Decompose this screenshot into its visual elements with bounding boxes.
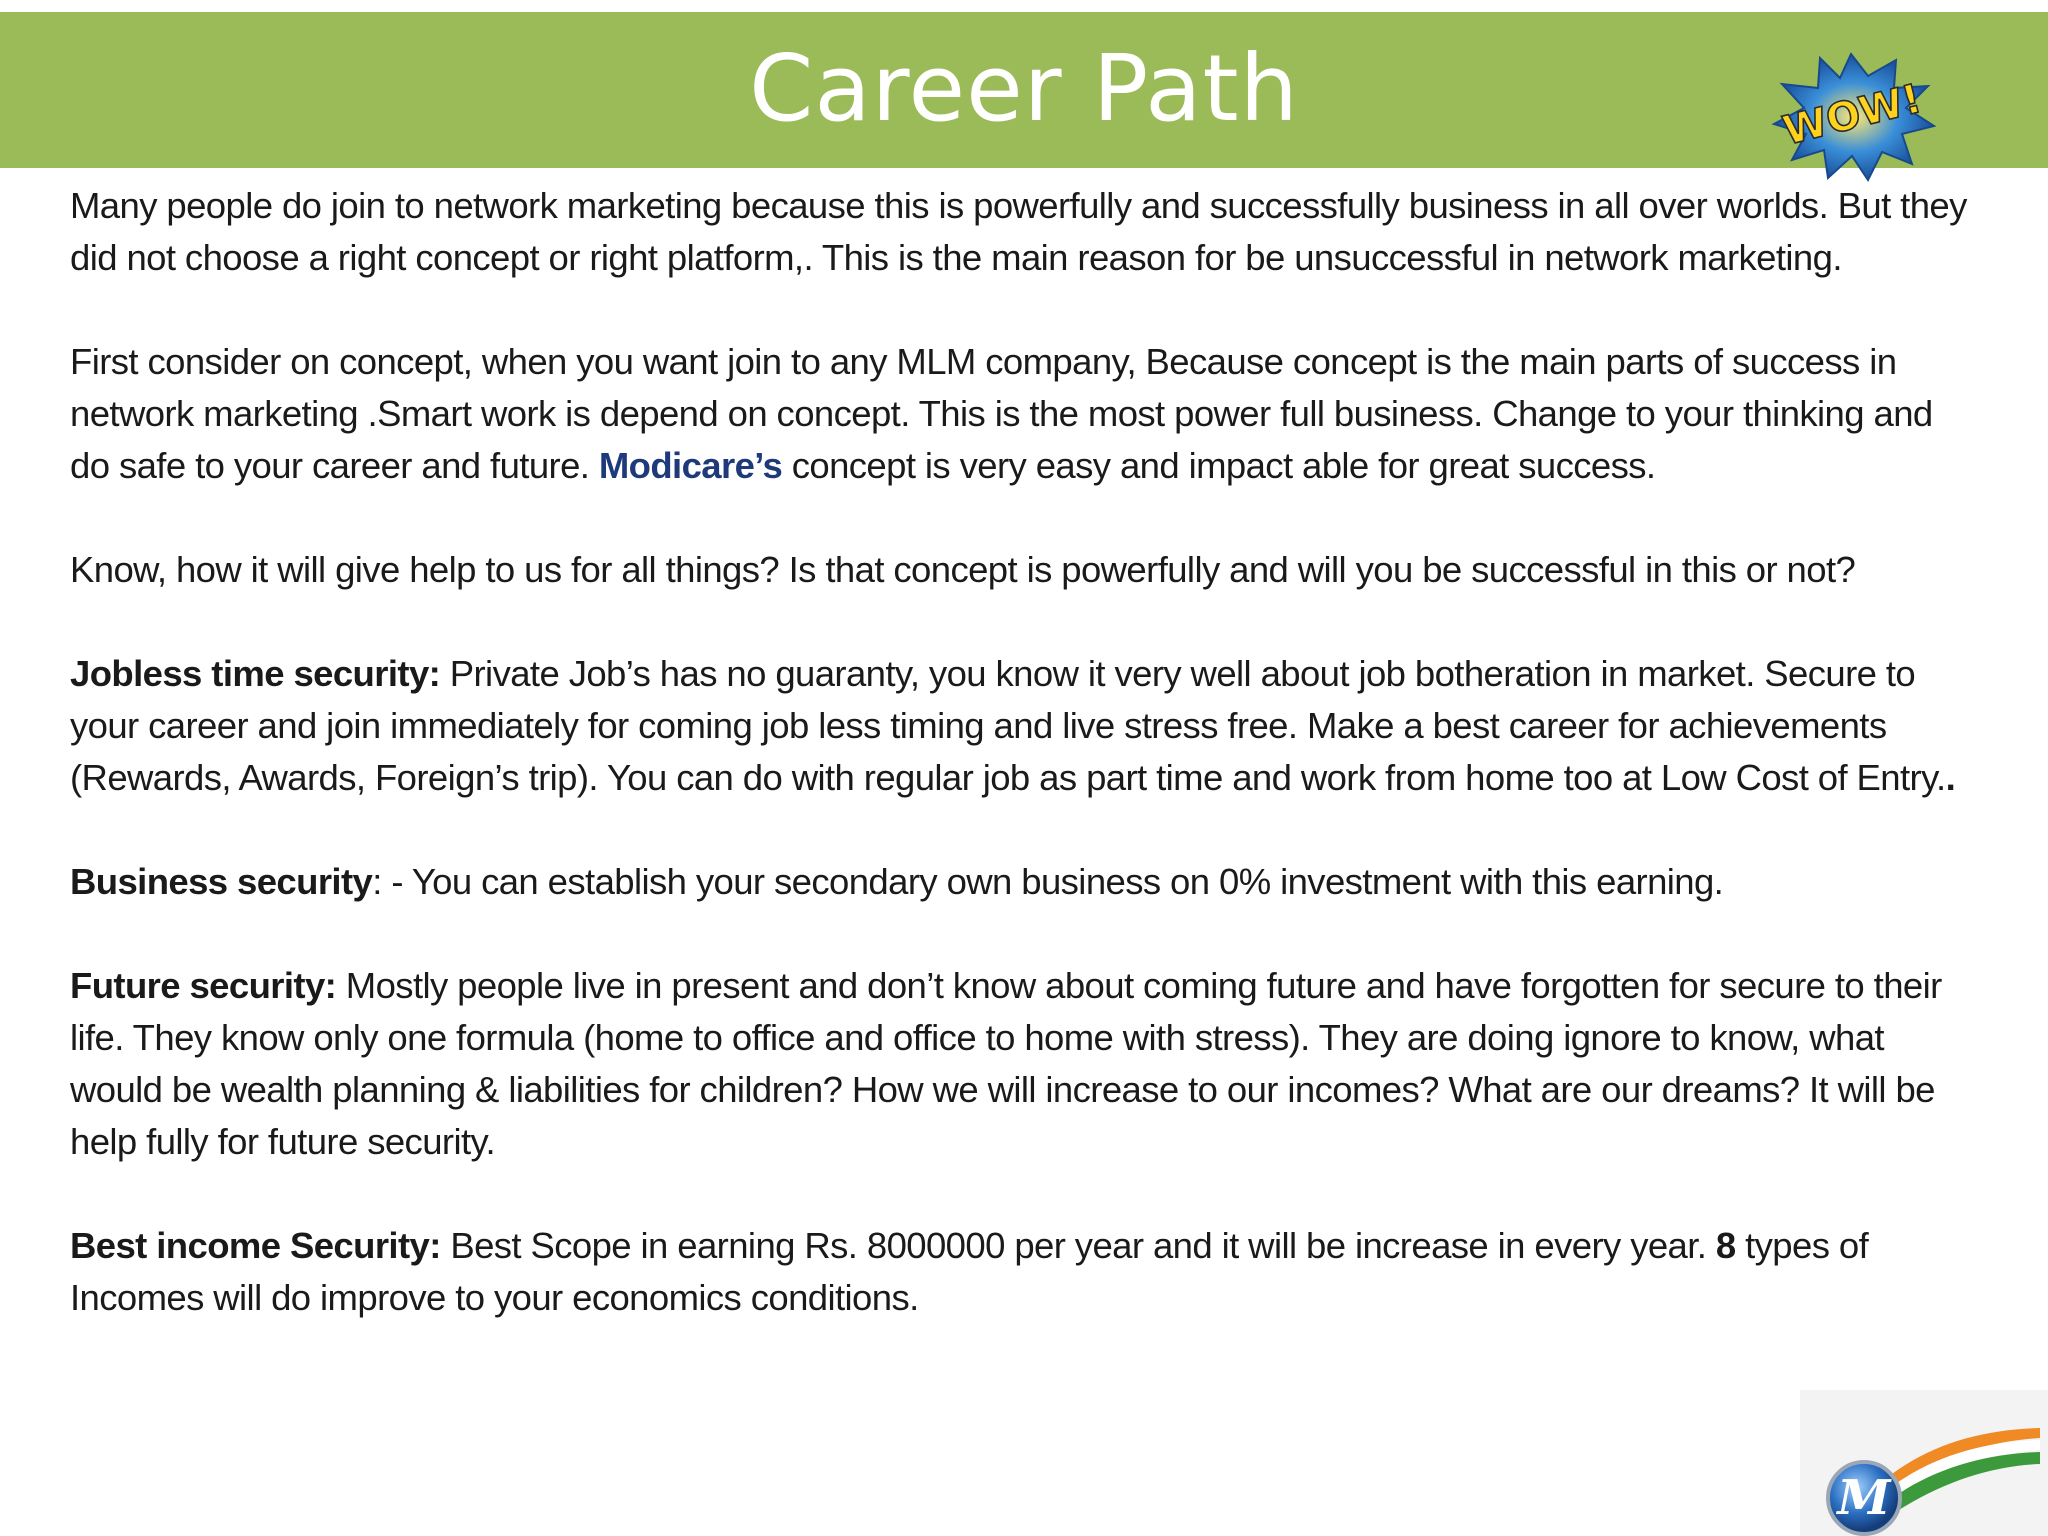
slide-body [70,180,1970,1376]
income-types-count: 8 [1715,1225,1736,1266]
paragraph-question: Know, how it will give help to us for all things? Is that concept is powerfully and will you be successful in this or not? [70,549,1856,590]
wow-badge-icon [1756,46,1956,186]
modicare-logo-letter: M [1837,1470,1891,1526]
business-security-label: Business security [70,861,373,902]
paragraph-jobless-security [70,648,1970,804]
business-security-text: : - You can establish your secondary own business on 0% investment with this earning. [372,861,1724,902]
paragraph-future-security [70,960,1970,1168]
income-security-label: Best income Security: [70,1225,441,1266]
concept-text: First consider on concept, when you want join to any MLM company, Because concept is the main parts of success in network marketing .Smart work is depend on concept. This is the most power full business. Change to your thinking and do safe to your career and future. [70,341,1933,486]
income-security-text-end: types of Incomes will do improve to your economics conditions. [70,1225,1869,1318]
jobless-security-text: Private Job’s has no guaranty, you know it very well about job botheration in market. Secure to your career and join immediately for coming job less timing and live stress free. Make a best career for achievements (Rewards, Awards, Foreign’s trip). You can do with regular job as part time and work from home too at Low Cost of Entry. [70,653,1946,798]
brand-name: Modicare’s [598,445,783,486]
future-security-label: Future security: [70,965,337,1006]
jobless-security-end: . [1945,757,1956,798]
paragraph-income-security [70,1220,1970,1324]
jobless-security-label: Jobless time security: [70,653,441,694]
income-security-text: Best Scope in earning Rs. 8000000 per year and it will be increase in every year. [440,1225,1716,1266]
future-security-text: Mostly people live in present and don’t know about coming future and have forgotten for secure to their life. They know only one formula (home to office and office to home with stress). They are doing ignore to know, what would be wealth planning & liabilities for children? How we will increase to our incomes? What are our dreams? It will be help fully for future security. [70,965,1942,1162]
paragraph-business-security [70,856,1970,908]
paragraph-intro: Many people do join to network marketing because this is powerfully and successfully business in all over worlds. But they did not choose a right concept or right platform,. This is the main reason for be unsuccessful in network marketing. [70,185,1967,278]
paragraph-concept [70,336,1970,492]
modicare-logo-icon [1800,1390,2048,1536]
page-title: Career Path [749,35,1299,142]
concept-text-end: concept is very easy and impact able for great success. [782,445,1656,486]
wow-badge-text: WOW! [1778,75,1927,155]
